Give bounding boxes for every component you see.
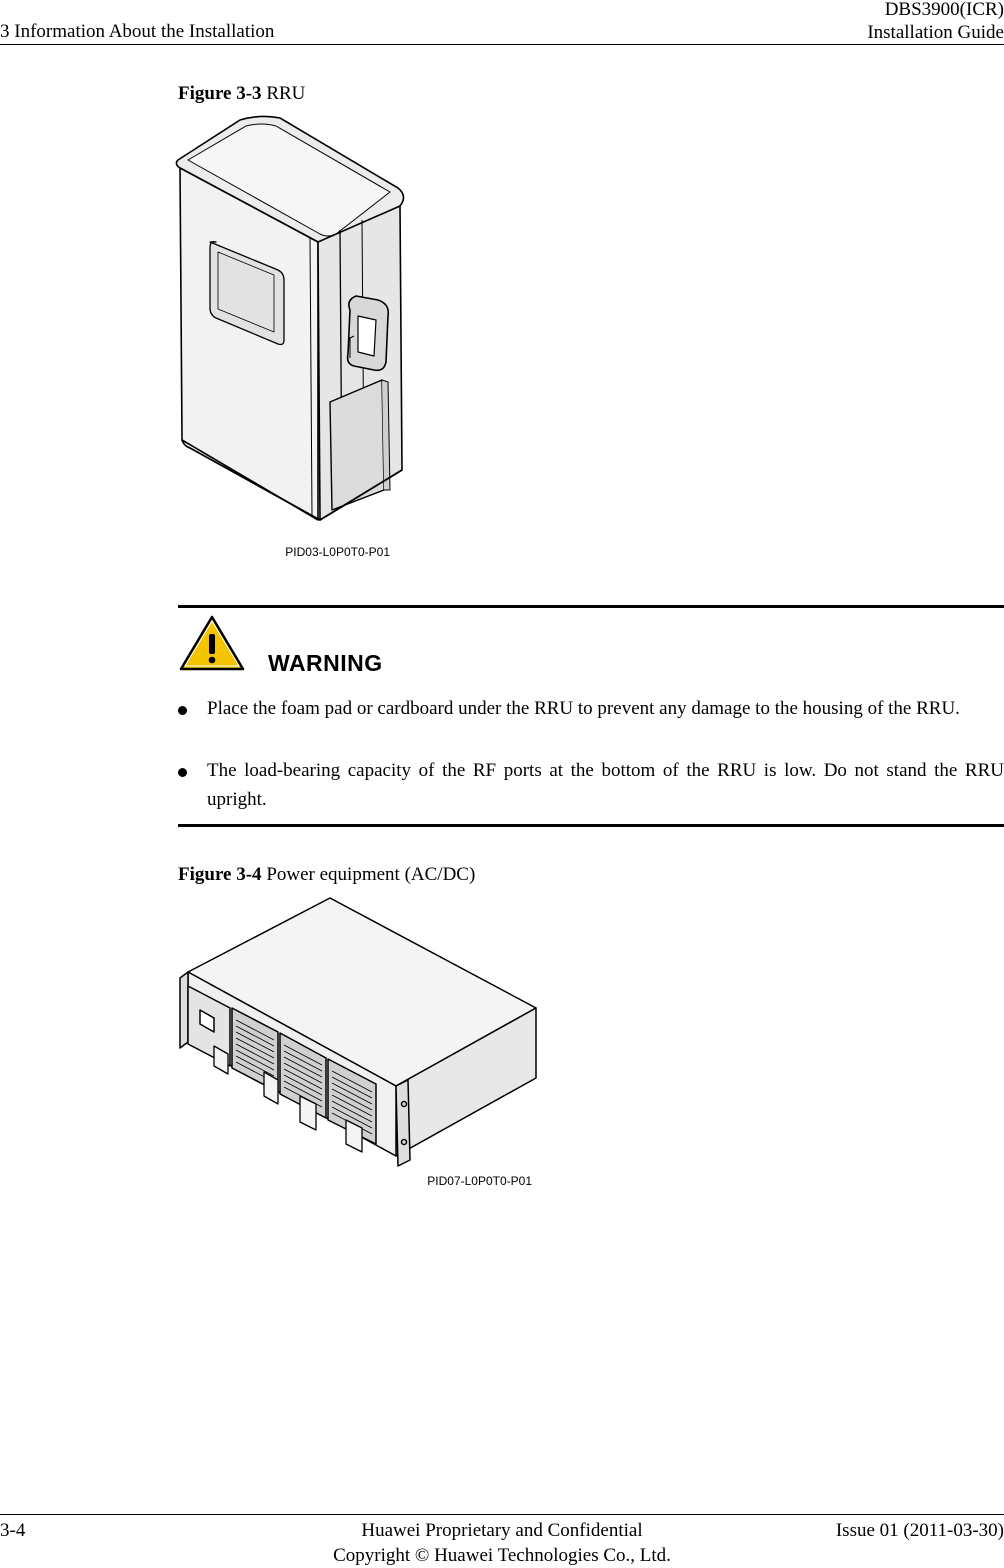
header-rule <box>0 44 1004 45</box>
header-section-title: 3 Information About the Installation <box>0 21 275 42</box>
rru-illustration <box>170 110 450 560</box>
warning-item-1-text: Place the foam pad or cardboard under the RRU to prevent any damage to the housing of the RRU. <box>207 698 960 719</box>
header-doc-type: Installation Guide <box>867 22 1004 43</box>
footer-copyright: Copyright © Huawei Technologies Co., Ltd. <box>333 1545 671 1566</box>
bullet-dot-icon <box>178 706 187 715</box>
warning-top-rule <box>178 605 1004 608</box>
warning-triangle-icon <box>178 614 246 672</box>
header-doc-title <box>867 0 1004 44</box>
figure-3-3-caption <box>178 82 305 106</box>
footer-confidential: Huawei Proprietary and Confidential <box>361 1520 643 1541</box>
warning-item-2 <box>178 756 1004 814</box>
warning-bottom-rule <box>178 824 1004 827</box>
bullet-dot-icon <box>178 768 187 777</box>
warning-label: WARNING <box>268 650 383 676</box>
figure-3-4-title: Power equipment (AC/DC) <box>266 864 476 885</box>
power-equipment-illustration <box>170 890 550 1190</box>
figure-3-3-title: RRU <box>266 83 306 104</box>
figure-3-3-image-id: PID03-L0P0T0-P01 <box>285 545 390 559</box>
header-product: DBS3900(ICR) <box>884 0 1004 20</box>
figure-3-3-label: Figure 3-3 <box>178 83 262 104</box>
footer-page-number: 3-4 <box>0 1520 26 1541</box>
figure-3-4-caption <box>178 863 475 887</box>
figure-3-4-label: Figure 3-4 <box>178 864 262 885</box>
figure-3-4-image-id: PID07-L0P0T0-P01 <box>427 1174 532 1188</box>
footer-issue: Issue 01 (2011-03-30) <box>835 1520 1004 1541</box>
footer-rule <box>0 1514 1004 1515</box>
warning-item-1 <box>178 694 1004 723</box>
warning-item-2-text: The load-bearing capacity of the RF ports at the bottom of the RRU is low. Do not stand the RRU upright. <box>207 760 1004 810</box>
